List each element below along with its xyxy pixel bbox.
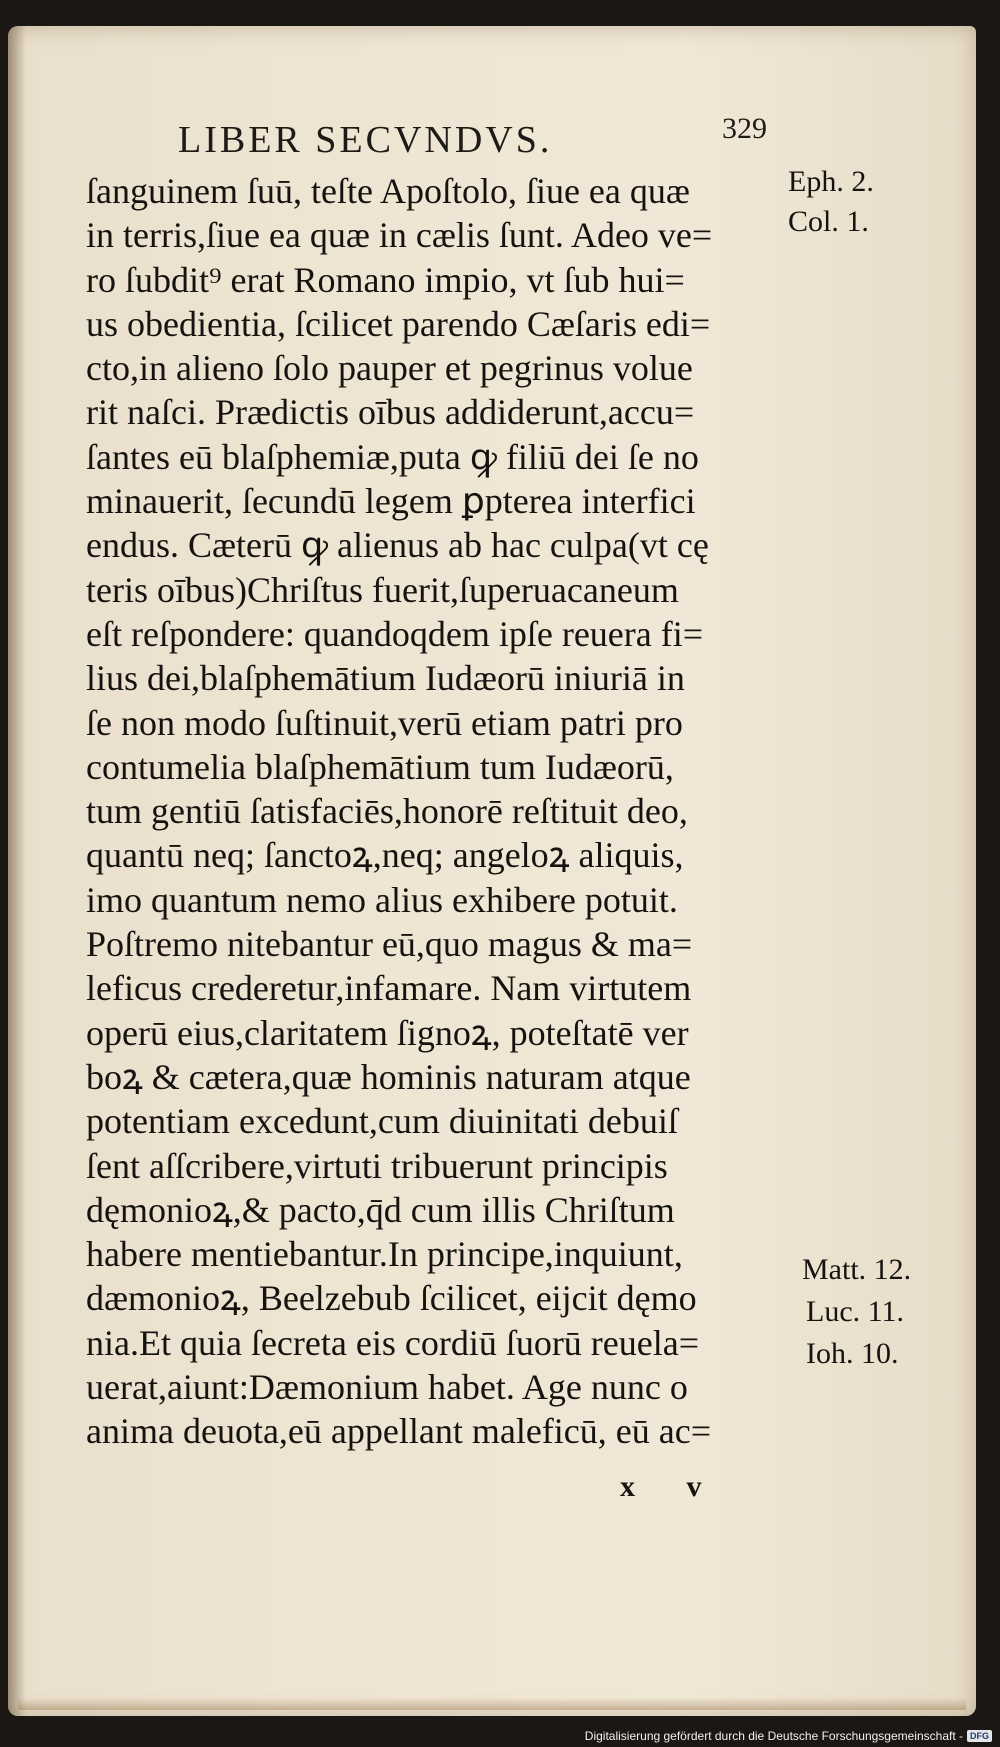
footer-credit: Digitalisierung gefördert durch die Deutsche Forschungsgemeinschaft - xyxy=(584,1729,963,1743)
text-line: ro ſubdit⁹ erat Romano impio, vt ſub hui= xyxy=(86,259,685,300)
text-line: rit naſci. Prædictis oībus addiderunt,accu= xyxy=(86,392,695,433)
margin-note-luc: Luc. 11. xyxy=(806,1295,905,1328)
margin-note-matt: Matt. 12. xyxy=(802,1253,912,1286)
text-line: ſent aſſcribere,virtuti tribuerunt principis xyxy=(86,1145,668,1186)
text-line: boꝝ & cætera,quæ hominis naturam atque xyxy=(86,1056,691,1097)
folio-number: 329 xyxy=(722,112,767,145)
margin-note-eph: Eph. 2. xyxy=(788,165,874,198)
text-line: uerat,aiunt:Dæmonium habet. Age nunc o xyxy=(86,1367,688,1408)
text-line: minauerit, ſecundū legem ꝑpterea interfici xyxy=(86,481,696,522)
text-line: imo quantum nemo alius exhibere potuit. xyxy=(86,879,678,920)
text-line: dæmonioꝝ, Beelzebub ſcilicet, eijcit dęmo xyxy=(86,1278,697,1319)
text-line: teris oībus)Chriſtus fuerit,ſuperuacaneum xyxy=(86,569,679,610)
digitization-footer xyxy=(585,1729,992,1743)
text-line: quantū neq; ſanctoꝝ,neq; angeloꝝ aliquis, xyxy=(86,835,684,876)
text-line: endus. Cæterū ꝙ alienus ab hac culpa(vt cę xyxy=(86,525,709,566)
signature-mark: x v xyxy=(620,1470,724,1503)
text-line: leficus crederetur,infamare. Nam virtutem xyxy=(86,968,692,1009)
text-line: habere mentiebantur.In principe,inquiunt, xyxy=(86,1234,683,1275)
running-title: LIBER SECVNDVS. xyxy=(178,119,553,161)
text-line: ſantes eū blaſphemiæ,puta ꝙ filiū dei ſe no xyxy=(86,436,699,477)
text-line: us obedientia, ſcilicet parendo Cæſaris edi= xyxy=(86,303,711,344)
dfg-logo-icon: DFG xyxy=(967,1730,992,1742)
text-line: nia.Et quia ſecreta eis cordiū ſuorū reuela= xyxy=(86,1322,700,1363)
text-line: contumelia blaſphemātium tum Iudæorū, xyxy=(86,746,674,787)
margin-note-col: Col. 1. xyxy=(788,205,869,238)
text-line: Poſtremo nitebantur eū,quo magus & ma= xyxy=(86,924,693,965)
text-line: dęmonioꝝ,& pacto,q̄d cum illis Chriſtum xyxy=(86,1189,675,1230)
text-line: potentiam excedunt,cum diuinitati debuiſ xyxy=(86,1101,678,1142)
text-line: ſanguinem ſuū, teſte Apoſtolo, ſiue ea quæ xyxy=(86,171,690,211)
text-line: anima deuota,eū appellant maleficū, eū ac= xyxy=(86,1411,712,1452)
text-line: tum gentiū ſatisfaciēs,honorē reſtituit deo, xyxy=(86,791,688,832)
margin-note-ioh: Ioh. 10. xyxy=(806,1337,899,1370)
text-line: cto,in alieno ſolo pauper et pegrinus volue xyxy=(86,348,693,389)
text-line: operū eius,claritatem ſignoꝝ, poteſtatē ver xyxy=(86,1012,689,1053)
book-page xyxy=(8,26,976,1716)
body-text xyxy=(86,169,806,1454)
text-line: in terris,ſiue ea quæ in cælis ſunt. Adeo ve= xyxy=(86,215,713,256)
text-line: eſt reſpondere: quandoqdem ipſe reuera fi= xyxy=(86,613,704,654)
text-line: lius dei,blaſphemātium Iudæorū iniuriā in xyxy=(86,658,685,699)
text-line: ſe non modo ſuſtinuit,verū etiam patri pro xyxy=(86,702,683,743)
